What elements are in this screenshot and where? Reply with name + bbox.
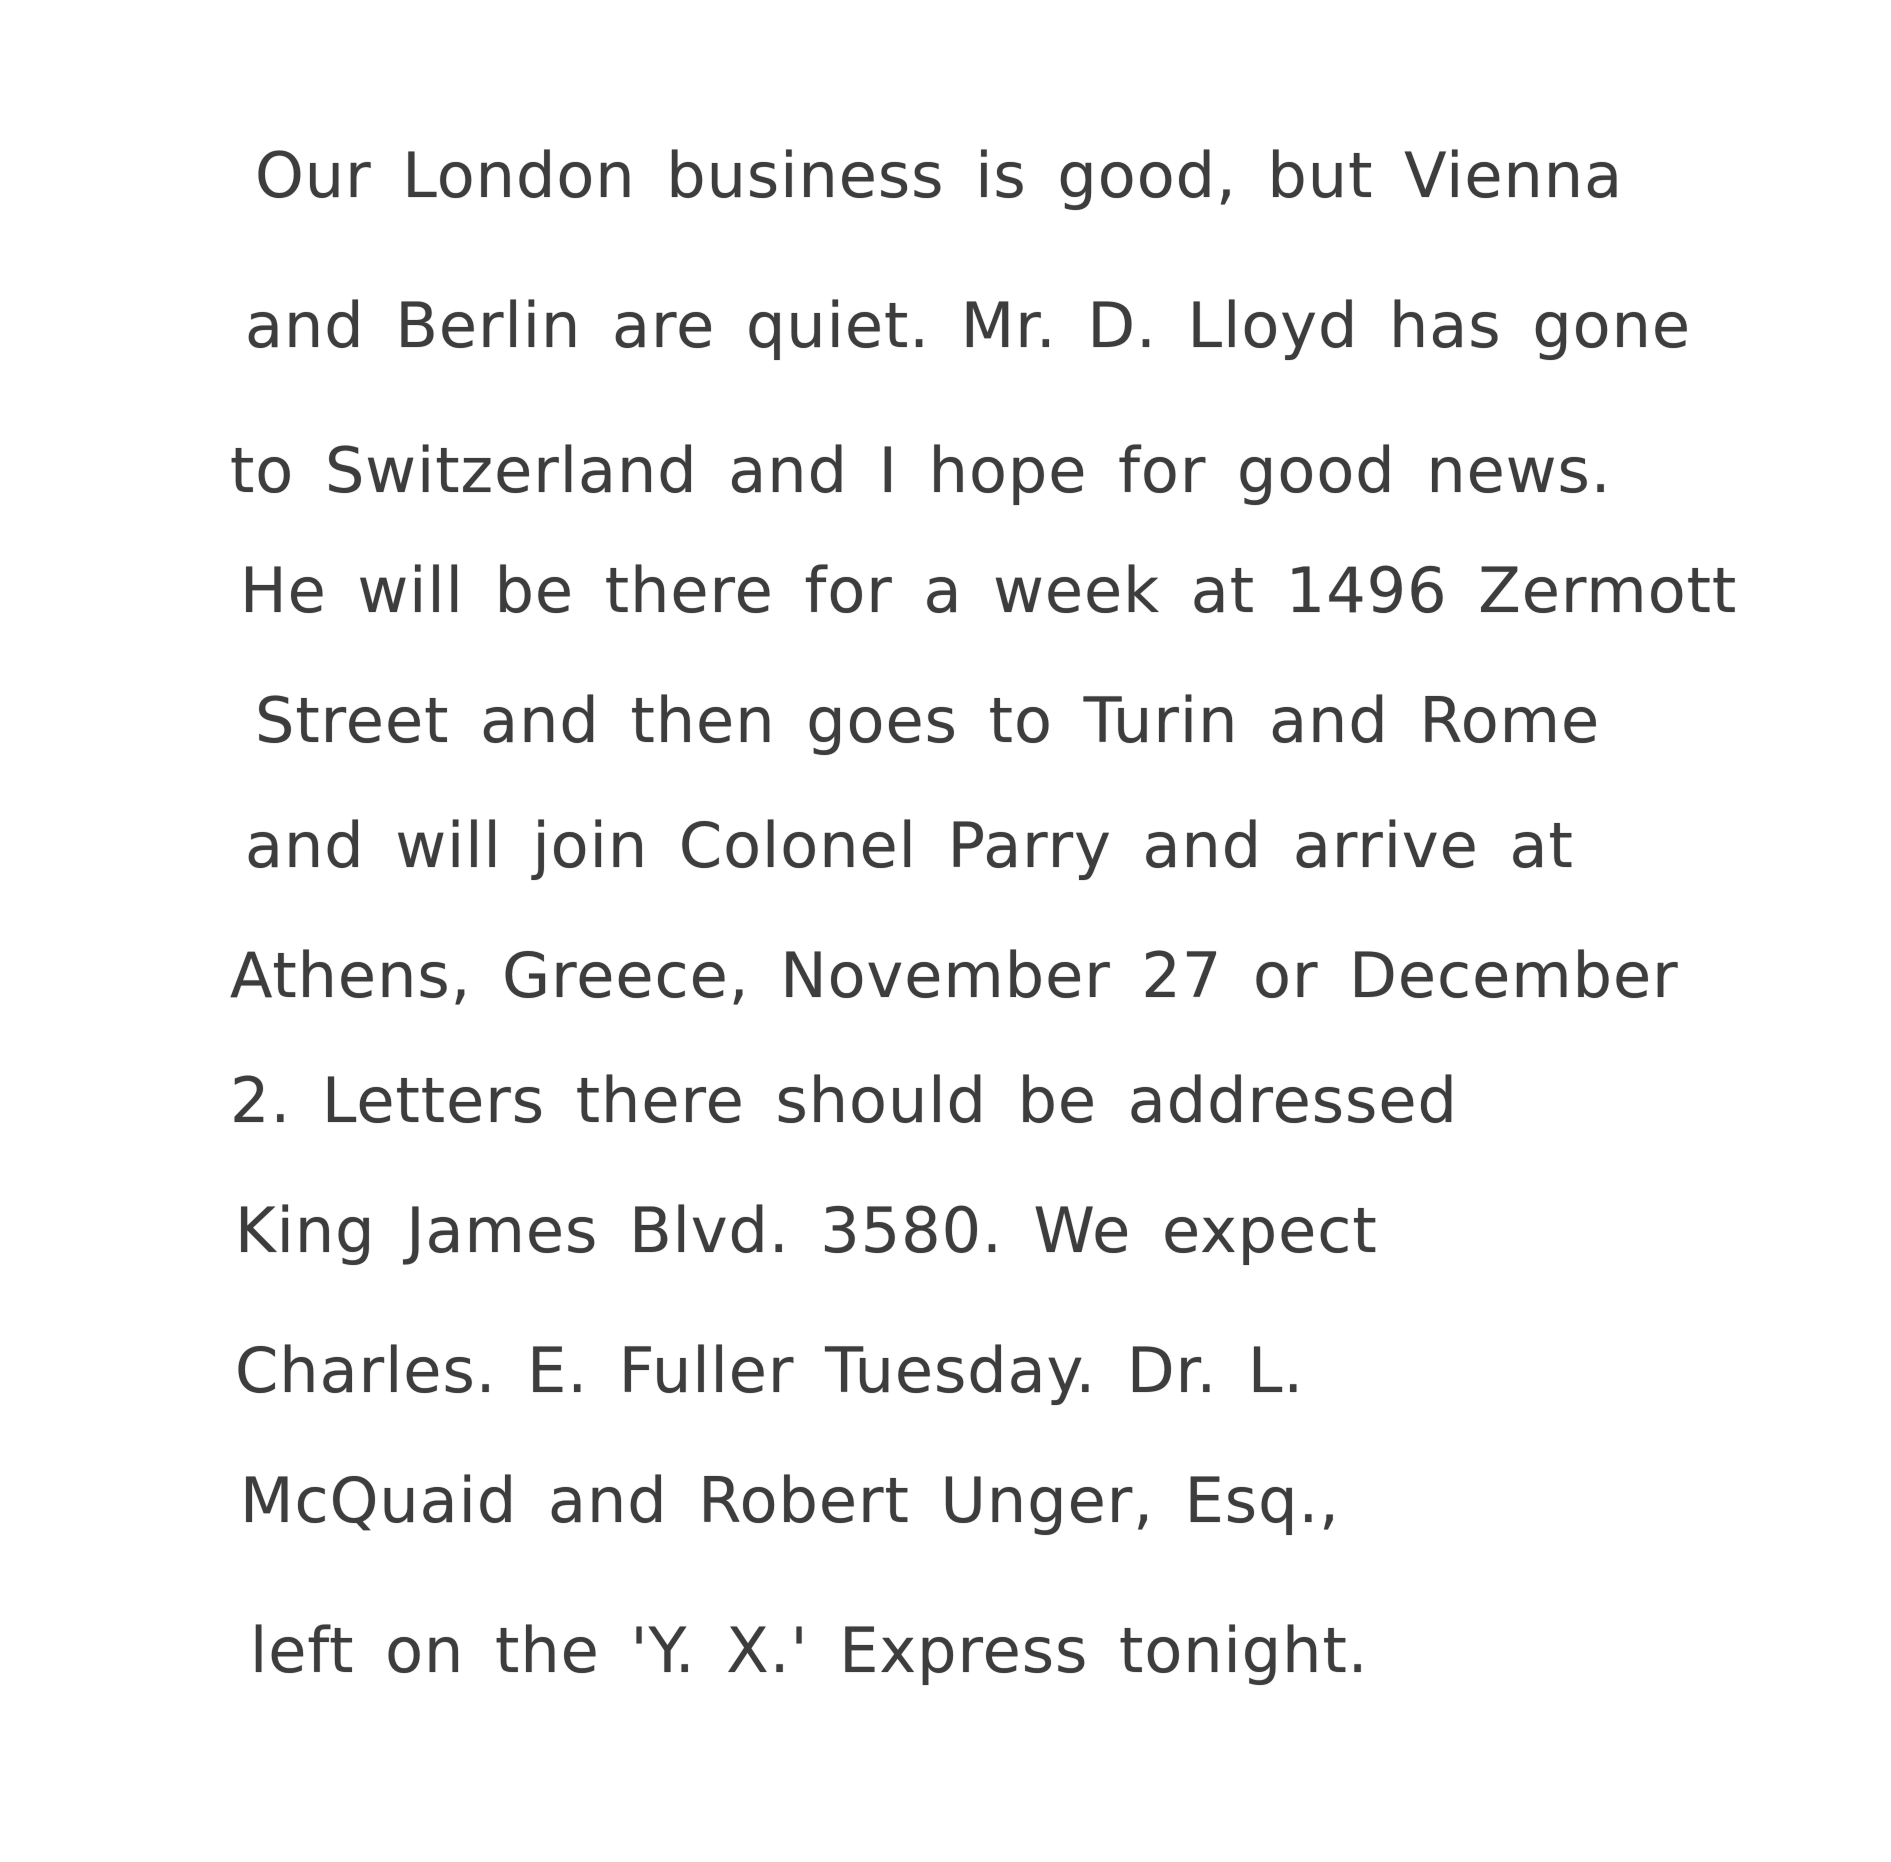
text-line-8: 2. Letters there should be addressed xyxy=(230,1064,1458,1137)
text-line-12: left on the 'Y. X.' Express tonight. xyxy=(250,1614,1369,1687)
text-line-3: to Switzerland and I hope for good news. xyxy=(230,434,1612,507)
text-line-6: and will join Colonel Parry and arrive at xyxy=(245,809,1574,882)
text-line-1: Our London business is good, but Vienna xyxy=(255,139,1624,212)
text-line-9: King James Blvd. 3580. We expect xyxy=(235,1194,1378,1267)
text-line-4: He will be there for a week at 1496 Zermott xyxy=(240,554,1738,627)
text-line-10: Charles. E. Fuller Tuesday. Dr. L. xyxy=(235,1334,1305,1407)
text-line-7: Athens, Greece, November 27 or December xyxy=(230,939,1679,1012)
text-line-2: and Berlin are quiet. Mr. D. Lloyd has gone xyxy=(245,289,1692,362)
text-line-11: McQuaid and Robert Unger, Esq., xyxy=(240,1464,1340,1537)
text-line-5: Street and then goes to Turin and Rome xyxy=(255,684,1601,757)
